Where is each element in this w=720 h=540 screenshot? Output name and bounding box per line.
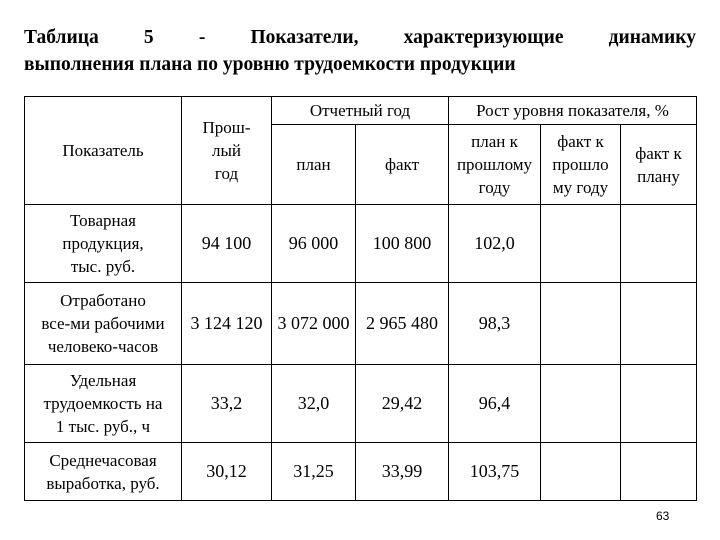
header-growth: Рост уровня показателя, %: [449, 97, 697, 125]
indicators-table: [24, 96, 697, 501]
cell-prev: 94 100: [182, 205, 272, 283]
cell-plan: 31,25: [272, 443, 356, 501]
caption-line-1: Таблица 5 - Показатели, характеризующие динамику: [24, 27, 696, 48]
row-indicator: Удельная трудоемкость на 1 тыс. руб., ч: [25, 365, 182, 443]
cell-plan-vs-prev: 96,4: [449, 365, 541, 443]
caption-line-2: выполнения плана по уровню трудоемкости продукции: [24, 54, 516, 75]
cell-fact: 100 800: [356, 205, 449, 283]
cell-plan: 32,0: [272, 365, 356, 443]
header-indicator: Показатель: [25, 97, 182, 205]
cell-fact-vs-prev: [541, 283, 621, 365]
header-plan-vs-prev: план к прошлому году: [449, 125, 541, 205]
cell-plan-vs-prev: 102,0: [449, 205, 541, 283]
header-fact-vs-prev: факт к прошло му году: [541, 125, 621, 205]
table-row: [25, 443, 697, 501]
cell-plan: 96 000: [272, 205, 356, 283]
row-indicator: Среднечасовая выработка, руб.: [25, 443, 182, 501]
cell-fact: 29,42: [356, 365, 449, 443]
page-number: 63: [656, 509, 670, 523]
table-row: [25, 205, 697, 283]
cell-fact-vs-prev: [541, 443, 621, 501]
table-row: [25, 365, 697, 443]
cell-prev: 3 124 120: [182, 283, 272, 365]
cell-fact-vs-plan: [621, 365, 697, 443]
cell-fact: 2 965 480: [356, 283, 449, 365]
cell-plan-vs-prev: 98,3: [449, 283, 541, 365]
cell-fact-vs-prev: [541, 205, 621, 283]
table-caption: [24, 24, 696, 78]
cell-prev: 33,2: [182, 365, 272, 443]
row-indicator: Товарная продукция, тыс. руб.: [25, 205, 182, 283]
header-report-year: Отчетный год: [272, 97, 449, 125]
cell-prev: 30,12: [182, 443, 272, 501]
cell-plan: 3 072 000: [272, 283, 356, 365]
cell-fact-vs-plan: [621, 205, 697, 283]
header-plan: план: [272, 125, 356, 205]
header-fact-vs-plan: факт к плану: [621, 125, 697, 205]
cell-fact-vs-plan: [621, 443, 697, 501]
header-fact: факт: [356, 125, 449, 205]
table-row: [25, 283, 697, 365]
cell-plan-vs-prev: 103,75: [449, 443, 541, 501]
cell-fact-vs-plan: [621, 283, 697, 365]
header-prev-year: Прош- лый год: [182, 97, 272, 205]
cell-fact-vs-prev: [541, 365, 621, 443]
cell-fact: 33,99: [356, 443, 449, 501]
row-indicator: Отработано все-ми рабочими человеко-часов: [25, 283, 182, 365]
